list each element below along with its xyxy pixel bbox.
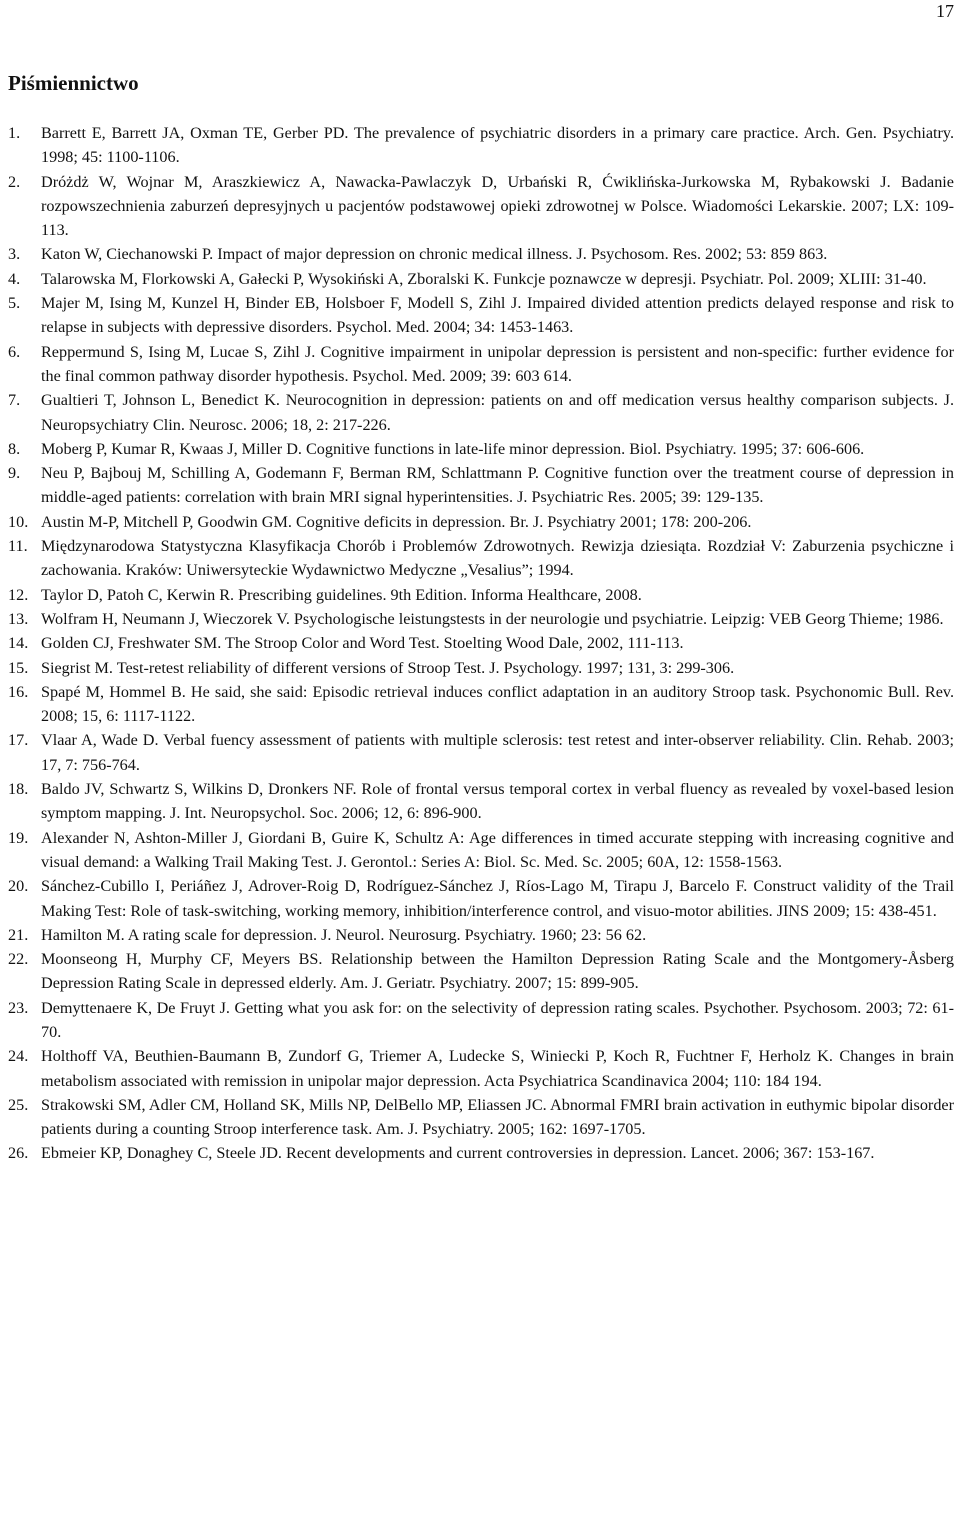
reference-text: Barrett E, Barrett JA, Oxman TE, Gerber PD. The prevalence of psychiatric disorders in a primary care practice. Arch. Gen. Psychiatry. 1998; 45: 1100-1106. xyxy=(41,124,954,167)
page-title: Piśmiennictwo xyxy=(8,71,139,95)
reference-number: 18. xyxy=(8,780,29,799)
reference-text: Alexander N, Ashton-Miller J, Giordani B, Guire K, Schultz A: Age differences in timed accurate stepping with increasing cognitive and visual demand: a Walking Trail Making Test. J. Gerontol.: Series A: Biol. Sc. Med. Sc. 2005; 60A, 12: 1558-1563. xyxy=(41,828,954,871)
reference-text: Talarowska M, Florkowski A, Gałecki P, Wysokiński A, Zboralski K. Funkcje poznawcze w depresji. Psychiatr. Pol. 2009; XLIII: 31-40. xyxy=(41,269,927,288)
reference-item xyxy=(8,680,954,729)
reference-text: Baldo JV, Schwartz S, Wilkins D, Dronkers NF. Role of frontal versus temporal cortex in verbal fluency as revealed by voxel-based lesion symptom mapping. J. Int. Neuropsychol. Soc. 2006; 12, 6: 896-900. xyxy=(41,780,954,823)
reference-item xyxy=(8,340,954,389)
reference-item xyxy=(8,777,954,826)
reference-number: 20. xyxy=(8,877,29,896)
reference-number: 13. xyxy=(8,609,29,628)
reference-item xyxy=(8,534,954,583)
reference-item xyxy=(8,826,954,875)
reference-item xyxy=(8,923,954,947)
reference-number: 26. xyxy=(8,1144,29,1163)
reference-text: Siegrist M. Test-retest reliability of different versions of Stroop Test. J. Psychology. 1997; 131, 3: 299-306. xyxy=(41,658,735,677)
reference-number: 8. xyxy=(8,439,21,458)
reference-number: 6. xyxy=(8,342,21,361)
reference-text: Gualtieri T, Johnson L, Benedict K. Neurocognition in depression: patients on and off medication versus healthy comparison subjects. J. Neuropsychiatry Clin. Neurosc. 2006; 18, 2: 217-226. xyxy=(41,391,954,434)
reference-item xyxy=(8,656,954,680)
reference-number: 16. xyxy=(8,682,29,701)
reference-item xyxy=(8,1141,954,1165)
reference-number: 2. xyxy=(8,172,21,191)
reference-number: 23. xyxy=(8,998,29,1017)
reference-text: Hamilton M. A rating scale for depression. J. Neurol. Neurosurg. Psychiatry. 1960; 23: 56 62. xyxy=(41,925,647,944)
reference-text: Taylor D, Patoh C, Kerwin R. Prescribing guidelines. 9th Edition. Informa Healthcare, 2008. xyxy=(41,585,642,604)
reference-text: Reppermund S, Ising M, Lucae S, Zihl J. Cognitive impairment in unipolar depression is persistent and non-specific: further evidence for the final common pathway disorder hypothesis. Psychol. Med. 2009; 39: 603 614. xyxy=(41,342,954,385)
reference-number: 10. xyxy=(8,512,29,531)
reference-number: 21. xyxy=(8,925,29,944)
reference-number: 19. xyxy=(8,828,29,847)
reference-text: Katon W, Ciechanowski P. Impact of major depression on chronic medical illness. J. Psychosom. Res. 2002; 53: 859 863. xyxy=(41,245,828,264)
reference-text: Dróżdż W, Wojnar M, Araszkiewicz A, Nawacka-Pawlaczyk D, Urbański R, Ćwiklińska-Jurkowska M, Rybakowski J. Badanie rozpowszechnienia zaburzeń depresyjnych u pacjentów podstawowej opieki zdrowotnej w Polsce. Wiadomości Lekarskie. 2007; LX: 109-113. xyxy=(41,172,954,240)
reference-number: 11. xyxy=(8,537,28,556)
reference-item xyxy=(8,121,954,170)
reference-item xyxy=(8,437,954,461)
reference-text: Ebmeier KP, Donaghey C, Steele JD. Recent developments and current controversies in depression. Lancet. 2006; 367: 153-167. xyxy=(41,1144,875,1163)
reference-number: 17. xyxy=(8,731,29,750)
reference-text: Moonseong H, Murphy CF, Meyers BS. Relationship between the Hamilton Depression Rating Scale and the Montgomery-Åsberg Depression Rating Scale in depressed elderly. Am. J. Geriatr. Psychiatry. 2007; 15: 899-905. xyxy=(41,950,954,993)
reference-item xyxy=(8,388,954,437)
reference-item xyxy=(8,583,954,607)
reference-item xyxy=(8,728,954,777)
reference-item xyxy=(8,874,954,923)
reference-number: 3. xyxy=(8,245,21,264)
reference-text: Strakowski SM, Adler CM, Holland SK, Mills NP, DelBello MP, Eliassen JC. Abnormal FMRI brain activation in euthymic bipolar disorder patients during a counting Stroop interference task. Am. J. Psychiatry. 2005; 162: 1697-1705. xyxy=(41,1095,954,1139)
reference-number: 4. xyxy=(8,269,21,288)
reference-text: Golden CJ, Freshwater SM. The Stroop Color and Word Test. Stoelting Wood Dale, 2002, 111-113. xyxy=(41,634,684,653)
reference-text: Międzynarodowa Statystyczna Klasyfikacja Chorób i Problemów Zdrowotnych. Rewizja dziesiąta. Rozdział V: Zaburzenia psychiczne i zachowania. Kraków: Uniwersyteckie Wydawnictwo Medyczne „Vesalius”; 1994. xyxy=(41,537,954,580)
reference-item xyxy=(8,1044,954,1093)
reference-text: Wolfram H, Neumann J, Wieczorek V. Psychologische leistungstests in der neurologie und psychiatrie. Leipzig: VEB Georg Thieme; 1986. xyxy=(41,609,944,628)
reference-text: Holthoff VA, Beuthien-Baumann B, Zundorf G, Triemer A, Ludecke S, Winiecki P, Koch R, Fuchtner F, Herholz K. Changes in brain metabolism associated with remission in unipolar major depression. Acta Psychiatrica Scandinavica 2004; 110: 184 194. xyxy=(41,1047,954,1090)
reference-number: 7. xyxy=(8,391,21,410)
reference-number: 1. xyxy=(8,124,21,142)
reference-text: Vlaar A, Wade D. Verbal fuency assessment of patients with multiple sclerosis: test retest and inter-observer reliability. Clin. Rehab. 2003; 17, 7: 756-764. xyxy=(41,731,954,774)
reference-item xyxy=(8,607,954,631)
reference-number: 22. xyxy=(8,950,29,969)
reference-item xyxy=(8,170,954,243)
reference-item xyxy=(8,510,954,534)
page-number: 17 xyxy=(936,1,954,21)
reference-number: 12. xyxy=(8,585,29,604)
reference-text: Moberg P, Kumar R, Kwaas J, Miller D. Cognitive functions in late-life minor depression. Biol. Psychiatry. 1995; 37: 606-606. xyxy=(41,439,865,458)
reference-list xyxy=(8,121,954,1166)
reference-number: 25. xyxy=(8,1095,29,1114)
reference-text: Austin M-P, Mitchell P, Goodwin GM. Cognitive deficits in depression. Br. J. Psychiatry 2001; 178: 200-206. xyxy=(41,512,752,531)
reference-number: 24. xyxy=(8,1047,29,1066)
reference-item xyxy=(8,461,954,510)
reference-text: Spapé M, Hommel B. He said, she said: Episodic retrieval induces conflict adaptation in an auditory Stroop task. Psychonomic Bull. Rev. 2008; 15, 6: 1117-1122. xyxy=(41,682,954,726)
reference-number: 5. xyxy=(8,294,21,313)
reference-item xyxy=(8,267,954,291)
reference-item xyxy=(8,631,954,655)
reference-number: 9. xyxy=(8,464,21,483)
reference-item xyxy=(8,242,954,266)
reference-item xyxy=(8,996,954,1045)
reference-text: Sánchez-Cubillo I, Periáñez J, Adrover-Roig D, Rodríguez-Sánchez J, Ríos-Lago M, Tirapu J, Barcelo F. Construct validity of the Trail Making Test: Role of task-switching, working memory, inhibition/interference control, and visuo-motor abilities. JINS 2009; 15: 438-451. xyxy=(41,877,954,920)
reference-text: Demyttenaere K, De Fruyt J. Getting what you ask for: on the selectivity of depression rating scales. Psychother. Psychosom. 2003; 72: 61-70. xyxy=(41,998,954,1041)
reference-text: Neu P, Bajbouj M, Schilling A, Godemann F, Berman RM, Schlattmann P. Cognitive function over the treatment course of depression in middle-aged patients: correlation with brain MRI signal hyperintensities. J. Psychiatric Res. 2005; 39: 129-135. xyxy=(41,464,954,507)
reference-item xyxy=(8,947,954,996)
reference-item xyxy=(8,291,954,340)
reference-number: 14. xyxy=(8,634,29,653)
reference-item xyxy=(8,1093,954,1142)
reference-text: Majer M, Ising M, Kunzel H, Binder EB, Holsboer F, Modell S, Zihl J. Impaired divided attention predicts delayed response and risk to relapse in subjects with depressive disorders. Psychol. Med. 2004; 34: 1453-1463. xyxy=(41,294,954,337)
reference-number: 15. xyxy=(8,658,29,677)
